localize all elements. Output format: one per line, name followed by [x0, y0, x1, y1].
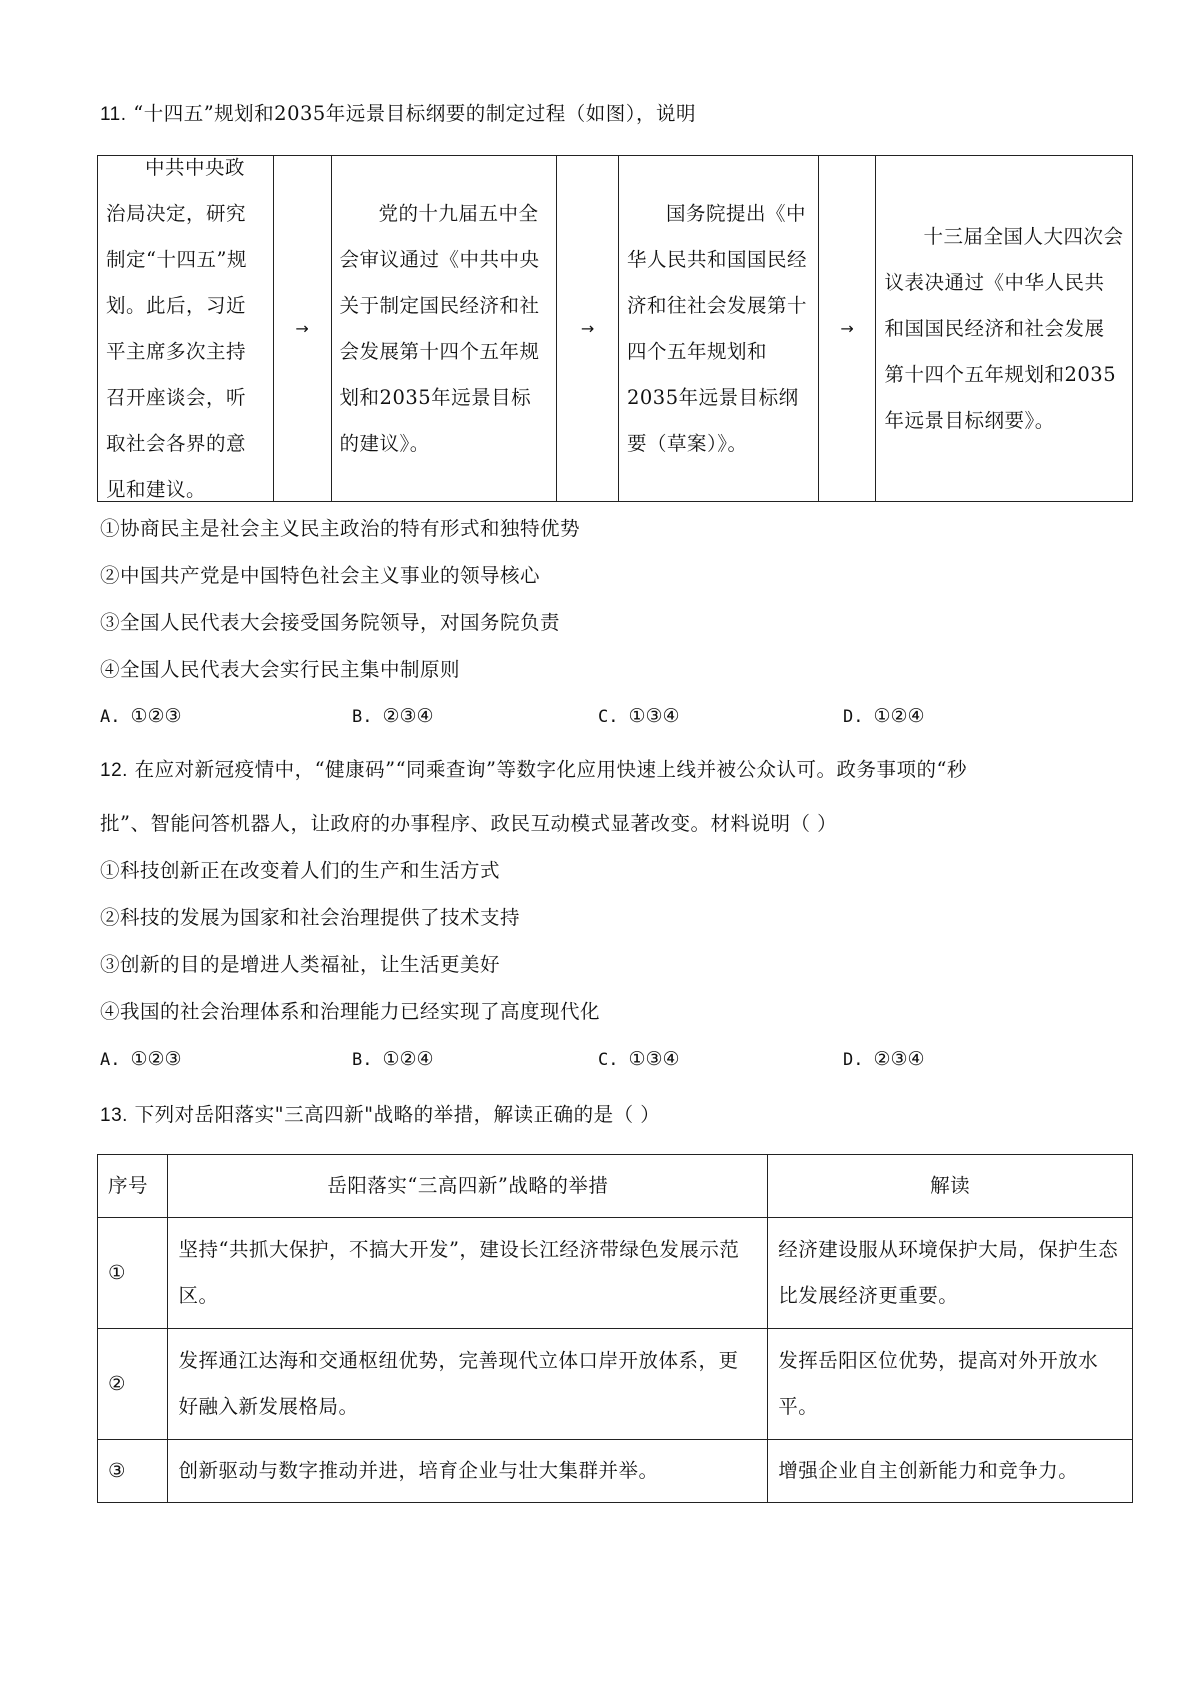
- q11-statement-2: ②中国共产党是中国特色社会主义事业的领导核心: [100, 564, 541, 587]
- table-row: [98, 1329, 1133, 1440]
- q12-statement-2: ②科技的发展为国家和社会治理提供了技术支持: [100, 906, 521, 929]
- q12-statement-1: ①科技创新正在改变着人们的生产和生活方式: [100, 859, 501, 882]
- header-reading: 解读: [768, 1155, 1133, 1218]
- flow-step-4-text: 十三届全国人大四次会议表决通过《中华人民共和国国民经济和社会发展第十四个五年规划和2035年远景目标纲要》。: [884, 224, 1124, 432]
- row-no: ③: [98, 1440, 168, 1503]
- q11-statement-4: ④全国人民代表大会实行民主集中制原则: [100, 658, 461, 681]
- flow-step-4: [876, 156, 1132, 501]
- header-measure: 岳阳落实“三高四新”战略的举措: [168, 1155, 768, 1218]
- flow-step-1-text: 中共中央政治局决定，研究制定“十四五”规划。此后，习近平主席多次主持召开座谈会，听取社会各界的意见和建议。: [106, 155, 247, 501]
- table-row: [98, 1218, 1133, 1329]
- q13-table: [97, 1154, 1133, 1503]
- flow-arrow-3: [819, 156, 877, 501]
- arrow-right-icon: →: [840, 319, 854, 338]
- arrow-right-icon: →: [580, 319, 595, 338]
- q11-statement-3: ③全国人民代表大会接受国务院领导，对国务院负责: [100, 611, 561, 634]
- q12-stem-line-1: 12. 在应对新冠疫情中，“健康码”“同乘查询”等数字化应用快速上线并被公众认可。政务事项的“秒: [100, 758, 967, 781]
- q11-option-c[interactable]: C. ①③④: [598, 705, 680, 727]
- flow-step-3: [619, 156, 819, 501]
- q12-statement-4: ④我国的社会治理体系和治理能力已经实现了高度现代化: [100, 1000, 601, 1023]
- q12-option-b[interactable]: B. ①②④: [352, 1048, 434, 1070]
- row-no: ①: [98, 1218, 168, 1329]
- q12-stem-line-2: 批”、智能问答机器人，让政府的办事程序、政民互动模式显著改变。材料说明（ ）: [100, 812, 838, 835]
- table-header-row: [98, 1155, 1133, 1218]
- row-measure: 发挥通江达海和交通枢纽优势，完善现代立体口岸开放体系，更好融入新发展格局。: [168, 1329, 768, 1440]
- q11-flow-diagram: [97, 155, 1133, 502]
- row-measure: 坚持“共抓大保护，不搞大开发”，建设长江经济带绿色发展示范区。: [168, 1218, 768, 1329]
- flow-step-3-text: 国务院提出《中华人民共和国国民经济和往社会发展第十四个五年规划和2035年远景目标纲要（草案）》。: [626, 201, 807, 455]
- arrow-right-icon: →: [295, 319, 309, 338]
- q11-number: 11.: [100, 104, 127, 125]
- flow-arrow-1: [274, 156, 332, 501]
- row-no: ②: [98, 1329, 168, 1440]
- q11-option-d[interactable]: D. ①②④: [843, 705, 925, 727]
- flow-step-1: [98, 156, 274, 501]
- q13-number: 13.: [100, 1105, 128, 1126]
- q12-option-a[interactable]: A. ①②③: [100, 1048, 182, 1070]
- row-reading: 经济建设服从环境保护大局，保护生态比发展经济更重要。: [768, 1218, 1133, 1329]
- q12-option-c[interactable]: C. ①③④: [598, 1048, 680, 1070]
- q12-number: 12.: [100, 760, 128, 781]
- row-reading: 发挥岳阳区位优势，提高对外开放水平。: [768, 1329, 1133, 1440]
- q12-option-d[interactable]: D. ②③④: [843, 1048, 925, 1070]
- row-reading: 增强企业自主创新能力和竞争力。: [768, 1440, 1133, 1503]
- q11-statement-1: ①协商民主是社会主义民主政治的特有形式和独特优势: [100, 517, 581, 540]
- flow-step-2-text: 党的十九届五中全会审议通过《中共中央关于制定国民经济和社会发展第十四个五年规划和2035年远景目标的建议》。: [339, 201, 540, 455]
- flow-arrow-2: [557, 156, 619, 501]
- q11-stem-text: “十四五”规划和2035年远景目标纲要的制定过程（如图），说明: [133, 102, 697, 125]
- header-no: 序号: [98, 1155, 168, 1218]
- q11-stem: [100, 100, 696, 129]
- flow-step-2: [332, 156, 558, 501]
- row-measure: 创新驱动与数字推动并进，培育企业与壮大集群并举。: [168, 1440, 768, 1503]
- table-row: [98, 1440, 1133, 1503]
- q13-stem: 13. 下列对岳阳落实"三高四新"战略的举措，解读正确的是（ ）: [100, 1103, 661, 1126]
- q11-option-a[interactable]: A. ①②③: [100, 705, 182, 727]
- q12-statement-3: ③创新的目的是增进人类福祉，让生活更美好: [100, 953, 501, 976]
- q11-option-b[interactable]: B. ②③④: [352, 705, 434, 727]
